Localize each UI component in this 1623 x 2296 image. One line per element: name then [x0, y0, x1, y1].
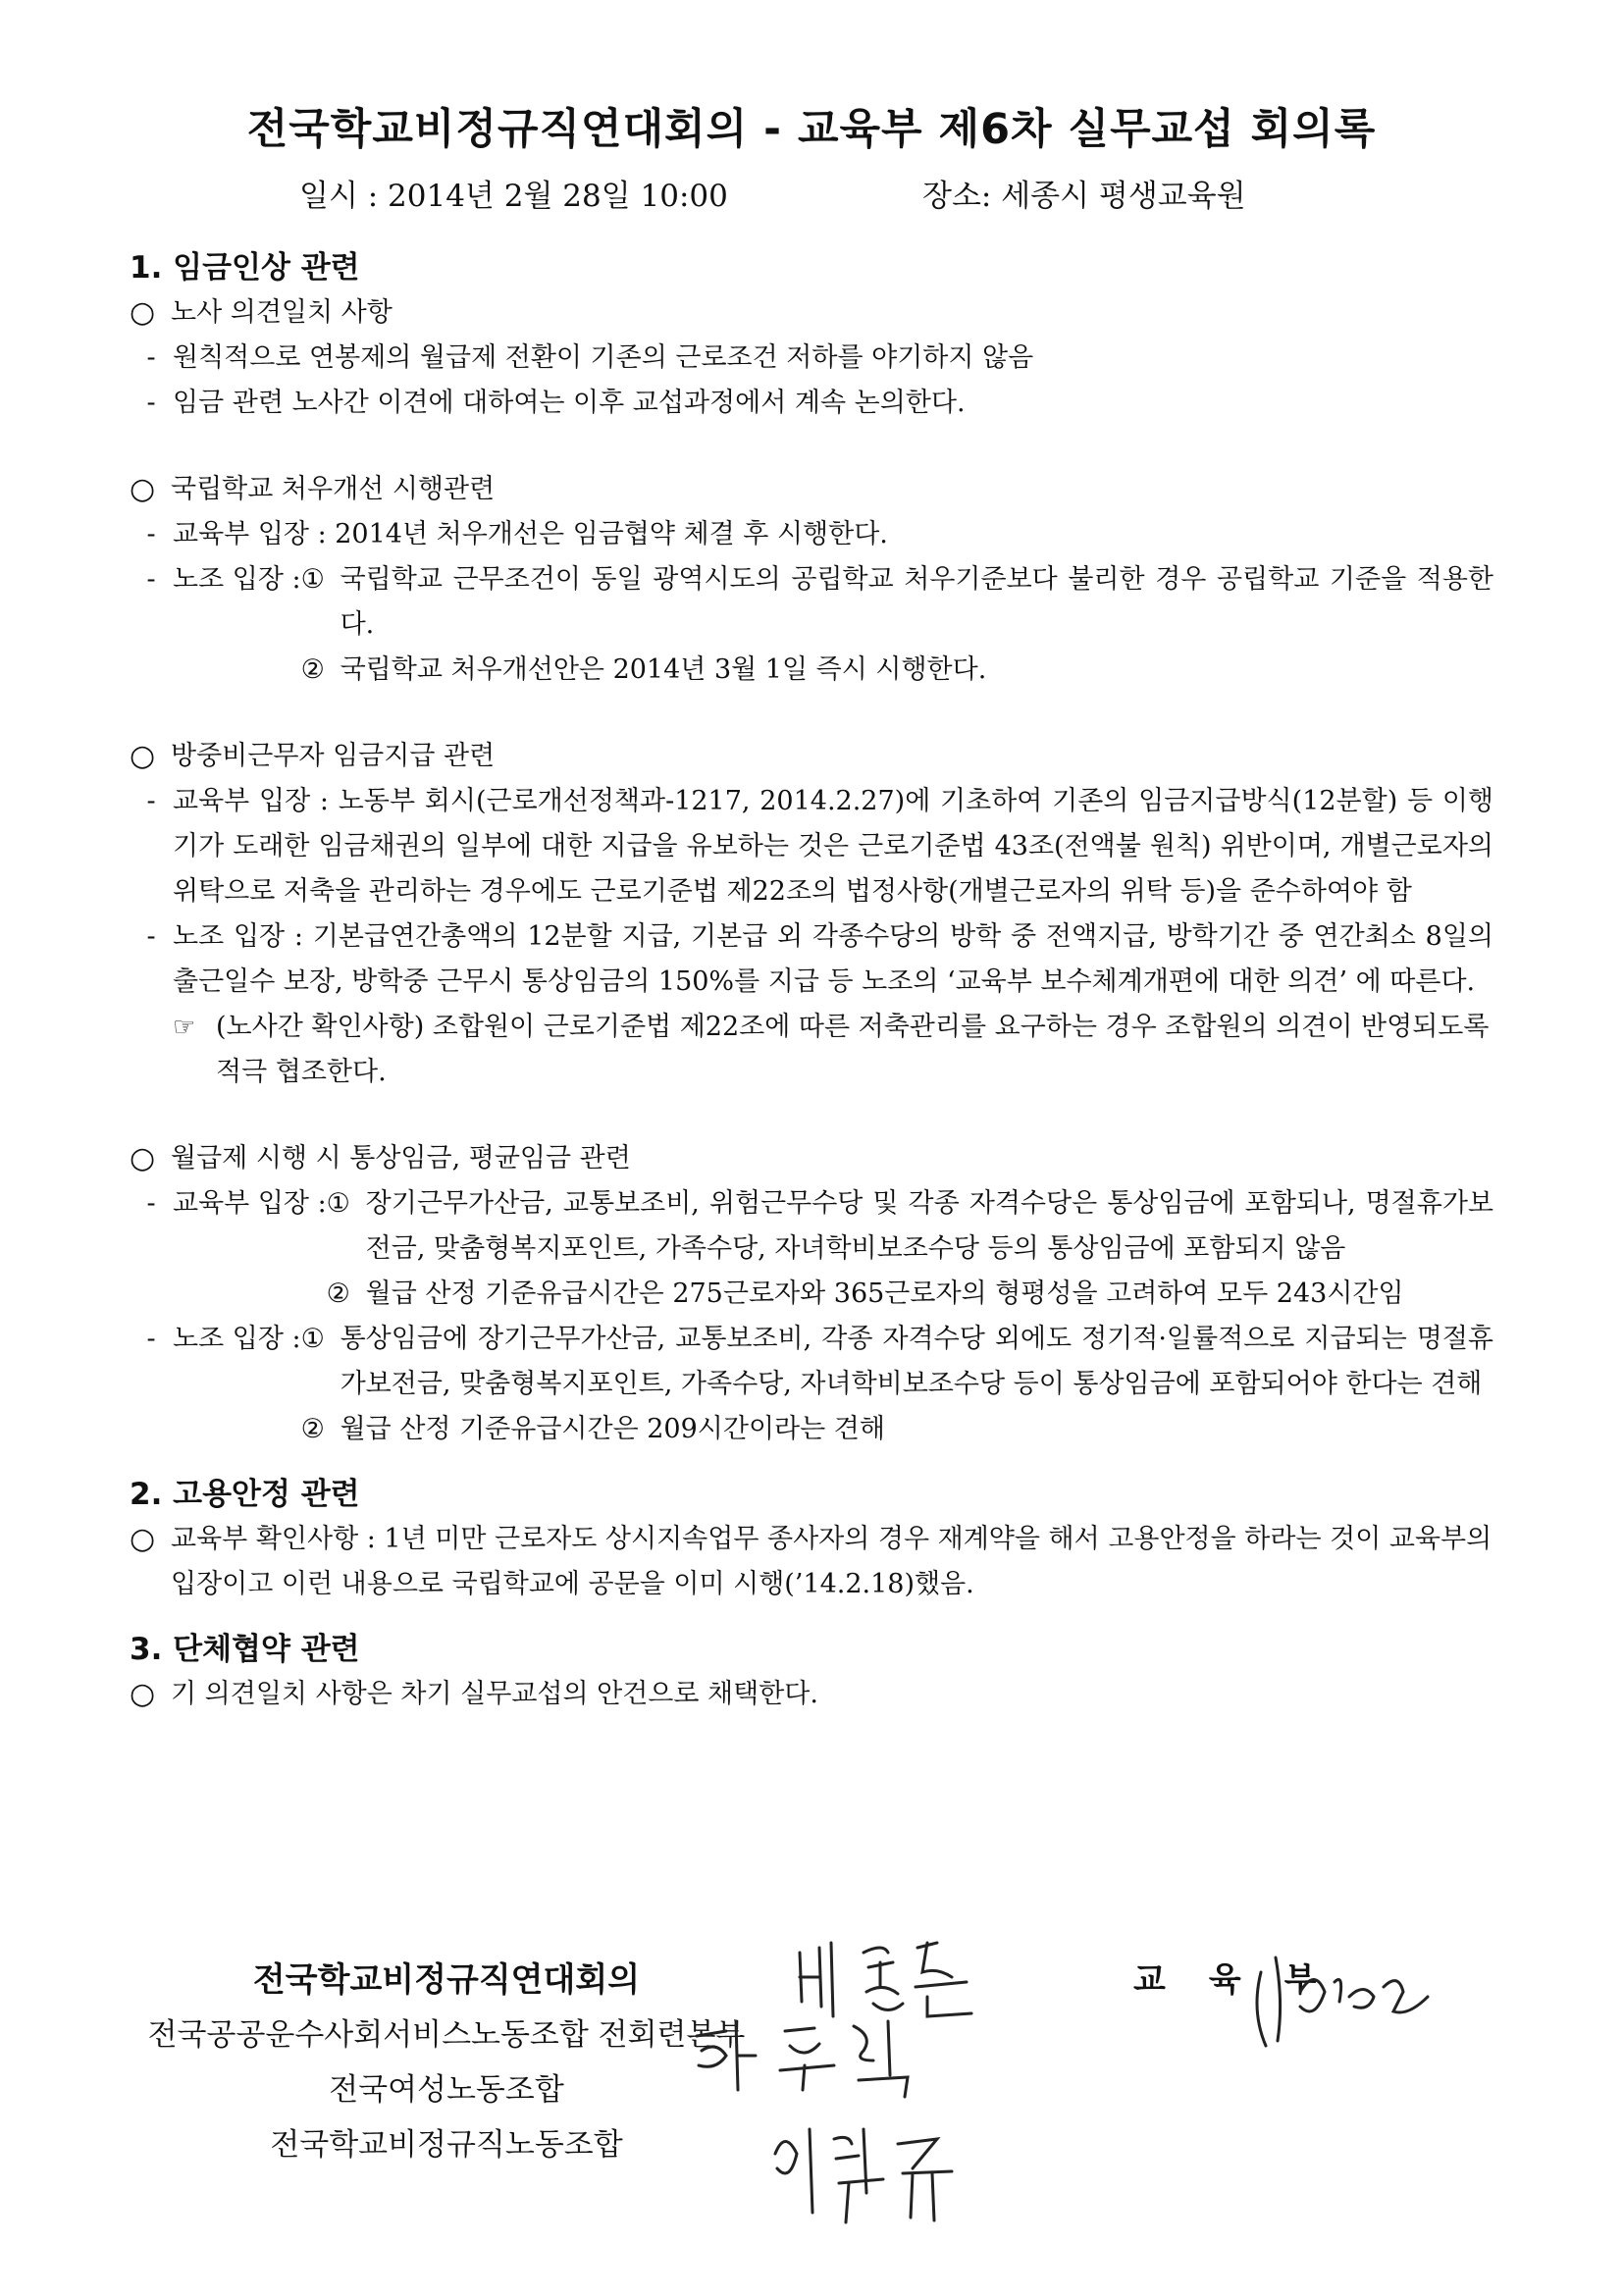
- signature-area: [0, 1953, 1623, 2296]
- document-title: 전국학교비정규직연대회의 - 교육부 제6차 실무교섭 회의록: [246, 105, 1377, 154]
- ordinary-wage-block: [130, 1136, 1493, 1452]
- handwritten-signature: [1246, 1943, 1442, 2061]
- dash-bullet: -: [146, 564, 156, 595]
- confirmation-note: (노사간 확인사항) 조합원이 근로기준법 제22조에 따른 저축관리를 요구하는 경우 조합원의 의견이 반영되도록 적극 협조한다.: [216, 1012, 1490, 1087]
- point-text: 월급 산정 기준유급시간은 209시간이라는 견해: [340, 1414, 885, 1444]
- circle-bullet: ○: [130, 1677, 156, 1711]
- circle-bullet: ○: [130, 472, 156, 506]
- meeting-date: 일시 : 2014년 2월 28일 10:00: [299, 179, 728, 214]
- section-text: 기 의견일치 사항은 차기 실무교섭의 안건으로 채택한다.: [171, 1679, 818, 1709]
- list-item: 노조 입장 : 기본급연간총액의 12분할 지급, 기본급 외 각종수당의 방학 중 전액지급, 방학기간 중 연간최소 8일의 출근일수 보장, 방학중 근무시 통상임금의 150%를 지급 등 노조의 ‘교육부 보수체계개편에 대한 의견’ 에 따른다.: [173, 921, 1493, 997]
- union-position-label: 노조 입장 :: [173, 564, 301, 595]
- dash-bullet: -: [146, 1188, 156, 1219]
- union-name: 전국학교비정규직노동조합: [270, 2127, 623, 2163]
- point-text: 장기근무가산금, 교통보조비, 위험근무수당 및 각종 자격수당은 통상임금에 포함되나, 명절휴가보전금, 맞춤형복지포인트, 가족수당, 자녀학비보조수당 등의 통상임금에 포함되지 않음: [365, 1188, 1493, 1264]
- point-text: 국립학교 근무조건이 동일 광역시도의 공립학교 처우기준보다 불리한 경우 공립학교 기준을 적용한다.: [340, 564, 1493, 640]
- list-item: 교육부 입장 : 노동부 회시(근로개선정책과-1217, 2014.2.27)에 기초하여 기존의 임금지급방식(12분할) 등 이행기가 도래한 임금채권의 일부에 대한 지급을 유보하는 것은 근로기준법 43조(전액불 원칙) 위반이며, 개별근로자의 위탁으로 저축을 관리하는 경우에도 근로기준법 제22조의 법정사항(개별근로자의 위탁 등)을 준수하여야 함: [173, 786, 1493, 907]
- point-number: ①: [300, 564, 325, 595]
- circle-bullet: ○: [130, 1522, 156, 1556]
- list-item: 임금 관련 노사간 이견에 대하여는 이후 교섭과정에서 계속 논의한다.: [173, 388, 966, 418]
- block-title: 방중비근무자 임금지급 관련: [171, 741, 496, 771]
- union-signatories: [128, 1953, 765, 2172]
- circle-bullet: ○: [130, 739, 156, 773]
- point-text: 통상임금에 장기근무가산금, 교통보조비, 각종 자격수당 외에도 정기적·일률적으로 지급되는 명절휴가보전금, 맞춤형복지포인트, 가족수당, 자녀학비보조수당 등이 통상임금에 포함되어야 한다는 견해: [340, 1324, 1493, 1399]
- dash-bullet: -: [146, 342, 156, 373]
- point-number: ②: [300, 654, 325, 685]
- list-item: 원칙적으로 연봉제의 월급제 전환이 기존의 근로조건 저하를 야기하지 않음: [173, 342, 1034, 373]
- dash-bullet: -: [146, 1324, 156, 1354]
- agreement-block: [130, 290, 1493, 426]
- dash-bullet: -: [146, 921, 156, 952]
- vacation-pay-block: [130, 734, 1493, 1095]
- circle-bullet: ○: [130, 1141, 156, 1175]
- section-heading-wage: 1. 임금인상 관련: [130, 250, 360, 286]
- handwritten-signature: [687, 2007, 922, 2105]
- dash-bullet: -: [146, 388, 156, 418]
- national-school-block: [130, 467, 1493, 693]
- dash-bullet: -: [146, 786, 156, 816]
- section-heading-employment: 2. 고용안정 관련: [130, 1477, 360, 1512]
- point-number: ②: [300, 1414, 325, 1444]
- section-text: 교육부 확인사항 : 1년 미만 근로자도 상시지속업무 종사자의 경우 재계약을 해서 고용안정을 하라는 것이 교육부의 입장이고 이런 내용으로 국립학교에 공문을 이미 시행(’14.2.18)했음.: [171, 1524, 1492, 1599]
- meeting-place: 장소: 세종시 평생교육원: [922, 179, 1246, 214]
- point-number: ②: [326, 1278, 350, 1309]
- ministry-name: 교육부: [1133, 1960, 1360, 2000]
- union-coalition-name: 전국학교비정규직연대회의: [252, 1960, 641, 2000]
- circle-bullet: ○: [130, 295, 156, 330]
- point-text: 국립학교 처우개선안은 2014년 3월 1일 즉시 시행한다.: [340, 654, 987, 685]
- union-name: 전국공공운수사회서비스노동조합 전회련본부: [147, 2017, 746, 2053]
- section-heading-collective-agreement: 3. 단체협약 관련: [130, 1632, 360, 1667]
- handwritten-signature: [765, 2114, 962, 2232]
- block-title: 월급제 시행 시 통상임금, 평균임금 관련: [171, 1143, 631, 1174]
- dash-bullet: -: [146, 519, 156, 549]
- point-text: 월급 산정 기준유급시간은 275근로자와 365근로자의 형평성을 고려하여 모두 243시간임: [365, 1278, 1404, 1309]
- minutes-body: [130, 245, 1493, 1717]
- point-number: ①: [326, 1188, 350, 1219]
- list-item: 교육부 입장 : 2014년 처우개선은 임금협약 체결 후 시행한다.: [173, 519, 888, 549]
- union-name: 전국여성노동조합: [329, 2072, 564, 2108]
- block-title: 노사 의견일치 사항: [171, 297, 393, 328]
- pointing-hand-icon: ☞: [173, 1013, 196, 1042]
- point-number: ①: [300, 1324, 325, 1354]
- block-title: 국립학교 처우개선 시행관련: [171, 474, 496, 504]
- union-position-label: 노조 입장 :: [173, 1324, 301, 1354]
- ministry-position-label: 교육부 입장 :: [173, 1188, 327, 1219]
